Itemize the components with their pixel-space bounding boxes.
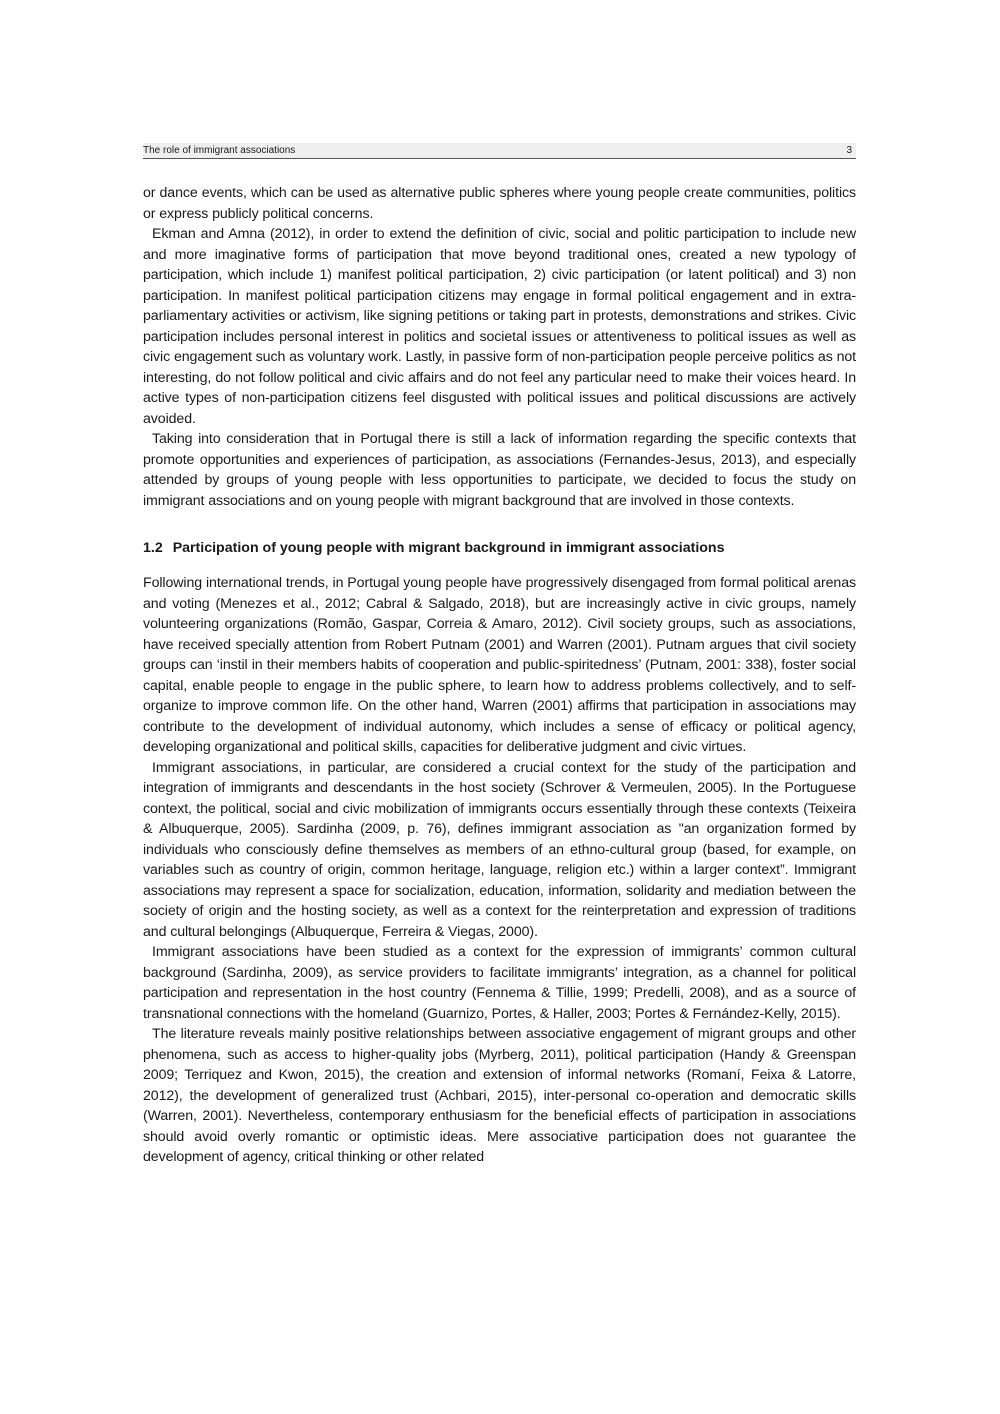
paragraph-international-trends: Following international trends, in Portugal young people have progressively disengaged from formal political arenas and voting (Menezes et al., 2012; Cabral & Salgado, 2018), but are increasingly active in civic groups, namely volunteering organizations (Romão, Gaspar, Correia & Amaro, 2012). Civil society groups, such as associations, have received specially attention from Robert Putnam (2001) and Warren (2001). Putnam argues that civil society groups can ‘instil in their members habits of cooperation and public-spiritedness’ (Putnam, 2001: 338), foster social capital, enable people to engage in the public sphere, to learn how to address problems collectively, and to self-organize to improve common life. On the other hand, Warren (2001) affirms that participation in associations may contribute to the development of individual autonomy, which includes a sense of efficacy or political agency, developing organizational and political skills, capacities for deliberative judgment and civic virtues. bbox=[143, 575, 856, 755]
body-text bbox=[143, 183, 856, 1168]
running-title: The role of immigrant associations bbox=[143, 145, 296, 156]
page-number: 3 bbox=[846, 145, 852, 156]
paragraph-literature: The literature reveals mainly positive relationships between associative engagement of migrant groups and other phenomena, such as access to higher-quality jobs (Myrberg, 2011), political participation (Handy & Greenspan 2009; Terriquez and Kwon, 2015), the creation and extension of informal networks (Romaní, Feixa & Latorre, 2012), the development of generalized trust (Achbari, 2015), inter-personal co-operation and democratic skills (Warren, 2001). Nevertheless, contemporary enthusiasm for the beneficial effects of participation in associations should avoid overly romantic or optimistic ideas. Mere associative participation does not guarantee the development of agency, critical thinking or other related bbox=[143, 1026, 856, 1165]
paragraph-continuation: or dance events, which can be used as alternative public spheres where young people create communities, politics or express publicly political concerns. bbox=[143, 185, 856, 222]
paragraph-studied-context: Immigrant associations have been studied as a context for the expression of immigrants’ common cultural background (Sardinha, 2009), as service providers to facilitate immigrants’ integration, as a channel for political participation and representation in the host country (Fennema & Tillie, 1999; Predelli, 2008), and as a source of transnational connections with the homeland (Guarnizo, Portes, & Haller, 2003; Portes & Fernández-Kelly, 2015). bbox=[143, 944, 856, 1022]
paragraph-ekman-amna: Ekman and Amna (2012), in order to extend the definition of civic, social and politic participation to include new and more imaginative forms of participation that move beyond traditional ones, created a new typology of participation, which include 1) manifest political participation, 2) civic participation (or latent political) and 3) non participation. In manifest political participation citizens may engage in formal political engagement and in extra-parliamentary activities or activism, like signing petitions or taking part in protests, demonstrations and strikes. Civic participation includes personal interest in politics and societal issues or attentiveness to political issues as well as civic engagement such as voluntary work. Lastly, in passive form of non-participation people perceive politics as not interesting, do not follow political and civic affairs and do not feel any particular need to make their voices heard. In active types of non-participation citizens feel disgusted with political issues and political discussions are actively avoided. bbox=[143, 226, 856, 427]
section-title: Participation of young people with migrant background in immigrant associations bbox=[172, 540, 725, 556]
section-heading bbox=[143, 538, 856, 558]
paragraph-immigrant-associations: Immigrant associations, in particular, are considered a crucial context for the study of the participation and integration of immigrants and descendants in the host society (Schrover & Vermeulen, 2005). In the Portuguese context, the political, social and civic mobilization of immigrants occurs essentially through these contexts (Teixeira & Albuquerque, 2005). Sardinha (2009, p. 76), defines immigrant association as "an organization formed by individuals who consciously define themselves as members of an ethno-cultural group (based, for example, on variables such as country of origin, common heritage, language, religion etc.) within a larger context”. Immigrant associations may represent a space for socialization, education, information, solidarity and mediation between the society of origin and the hosting society, as well as a context for the reinterpretation and expression of traditions and cultural belongings (Albuquerque, Ferreira & Viegas, 2000). bbox=[143, 759, 856, 940]
section-number: 1.2 bbox=[143, 540, 163, 556]
document-page bbox=[143, 143, 856, 1168]
paragraph-portugal-context: Taking into consideration that in Portugal there is still a lack of information regarding the specific contexts that promote opportunities and experiences of participation, as associations (Fernandes-Jesus, 2013), and especially attended by groups of young people with less opportunities to participate, we decided to focus the study on immigrant associations and on young people with migrant background that are involved in those contexts. bbox=[143, 431, 856, 509]
running-header bbox=[143, 143, 856, 159]
